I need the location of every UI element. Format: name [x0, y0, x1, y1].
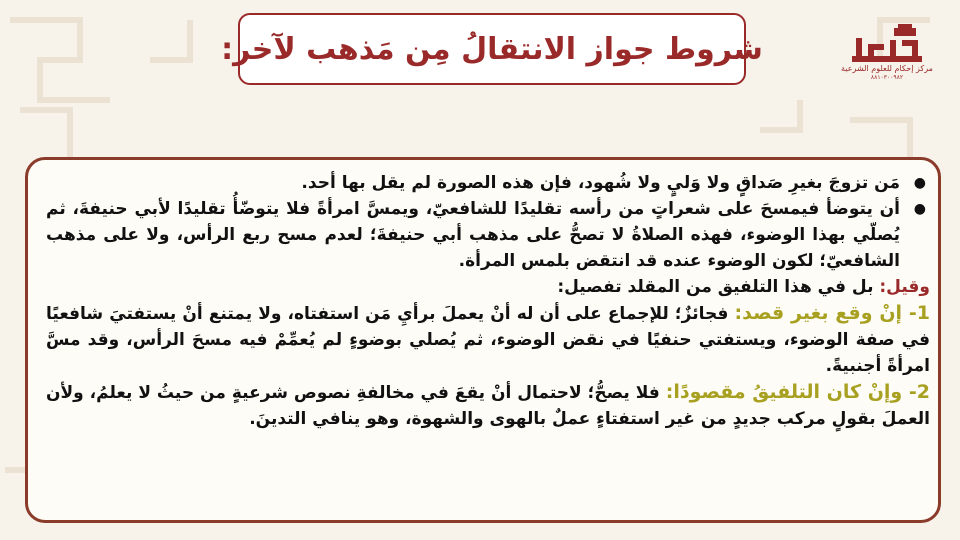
- list-item: [46, 170, 926, 196]
- content-text: [46, 170, 930, 432]
- qeel-label: وقيل:: [879, 277, 930, 297]
- title-banner: [221, 13, 763, 85]
- bullet-icon: ●: [913, 175, 926, 191]
- case-one-label: 1- إنْ وقع بغير قصد:: [734, 302, 930, 324]
- logo-number: ٨٨١٠٣٠٠٩٨٢: [870, 74, 904, 81]
- page-title: شروط جواز الانتقالُ مِن مَذهب لآخر:: [221, 31, 763, 67]
- case-one-text: فجائزٌ؛ للإجماع على أن له أنْ يعملَ برأيِ مَن استفتاه، ولا يمتنع أنْ يستفتيَ شافعيًا في صفة الوضوء، ويستفتي حنفيًا في نقض الوضوء، ثم يُصلي بوضوءٍ لم يُعمِّمْ فيه مسحَ الرأس، وقد مسَّ امرأةً أجنبيةً.: [46, 304, 930, 376]
- case-two-paragraph: [46, 379, 930, 432]
- case-two-label: 2- وإنْ كان التلفيقُ مقصودًا:: [665, 381, 930, 403]
- list-item-text: أن يتوضأ فيمسحَ على شعراتٍ من رأسه تقليدًا للشافعيّ، ويمسَّ امرأةً فلا يتوضّأُ تقليدًا لأبي حنيفةَ، ثم يُصلّي بهذا الوضوء، فهذه الصلاةُ لا تصحُّ على مذهب أبي حنيفةَ؛ لعدم مسح ربع الرأس، ولا على مذهب الشافعيّ؛ لكون الوضوء عنده قد انتقض بلمس المرأة.: [46, 199, 900, 271]
- bullet-icon: ●: [913, 201, 926, 217]
- list-item-text: مَن تزوجَ بغيرِ صَداقٍ ولا وَليٍ ولا شُهود، فإن هذه الصورة لم يقل بها أحد.: [301, 173, 900, 193]
- logo-subtitle: مركز إحكام للعلوم الشرعية: [841, 64, 933, 73]
- logo: [841, 24, 933, 98]
- examples-list: [46, 170, 930, 274]
- case-two-text: فلا يصحُّ؛ لاحتمال أنْ يقعَ في مخالفةِ نصوص شرعيةٍ من حيثُ لا يعلمُ، ولأن العملَ بقولٍ مركب جديدٍ من غير استفتاءٍ عملٌ بالهوى والشهوة، وهو ينافي التدينَ.: [46, 383, 930, 429]
- logo-mark-icon: [848, 24, 926, 64]
- list-item: [46, 196, 926, 274]
- qeel-text: بل في هذا التلفيق من المقلد تفصيل:: [557, 277, 880, 297]
- case-one-paragraph: [46, 300, 930, 379]
- qeel-paragraph: [46, 274, 930, 300]
